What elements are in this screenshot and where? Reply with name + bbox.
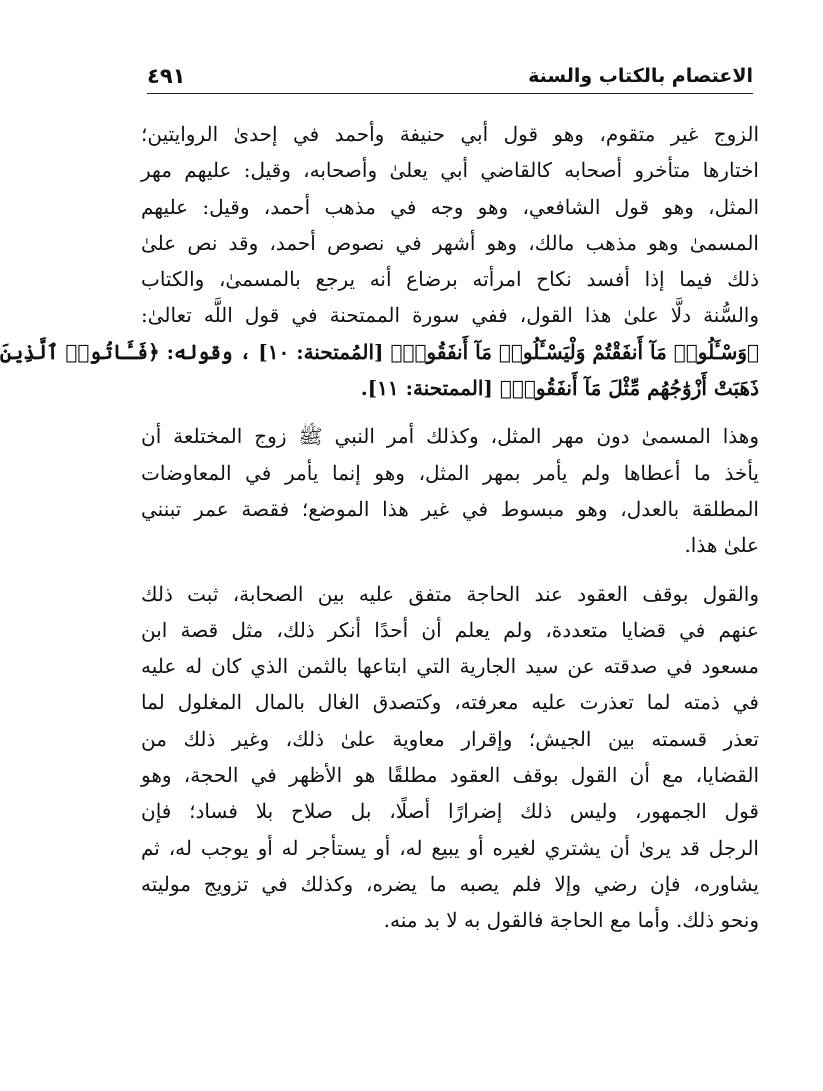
text-line: يأخذ ما أعطاها ولم يأمر بمهر المثل، وهو إنما يأمر في المعاوضات <box>141 460 759 485</box>
paragraph-1 <box>0 116 759 406</box>
text-line: في ذمته لما تعذرت عليه معرفته، وكتصدق الغال بالمال المغلول لما <box>141 690 759 715</box>
text-line: اختارها متأخرو أصحابه كالقاضي أبي يعلىٰ وأصحابه، وقيل: عليهم مهر <box>141 158 759 183</box>
running-header <box>147 58 753 88</box>
quran-verse-line: ﴿وَسْـَٔلُوا۟ مَآ أَنفَقْتُمْ وَلْيَسْـَٔلُوا۟ مَآ أَنفَقُوا۟﴾ [المُمتحنة: ١٠] ، وقوله: ﴿فَـَٔاتُوا۟ ٱلَّذِينَ <box>0 339 759 364</box>
text-line: الرجل قد يرىٰ أن يشتري لغيره أو يبيع له، أو يستأجر له أو يوجب له، ثم <box>141 835 759 860</box>
text-line: ذلك فيما إذا أفسد نكاح امرأته برضاع أنه يرجع بالمسمىٰ، والكتاب <box>141 267 759 292</box>
paragraph-spacer <box>141 406 759 418</box>
text-line: ونحو ذلك. وأما مع الحاجة فالقول به لا بد منه. <box>383 908 759 933</box>
text-line: تعذر قسمته بين الجيش؛ وإقرار معاوية علىٰ ذلك، وغير ذلك من <box>141 726 759 751</box>
text-line: مسعود في صدقته عن سيد الجارية التي ابتاعها بالثمن الذي كان له عليه <box>141 654 759 679</box>
text-line: الزوج غير متقوم، وهو قول أبي حنيفة وأحمد في إحدىٰ الروايتين؛ <box>141 122 759 146</box>
text-line: المطلقة بالعدل، وهو مبسوط في غير هذا الموضع؛ فقصة عمر تبنني <box>141 496 759 521</box>
text-line: المثل، وهو قول الشافعي، وهو وجه في مذهب أحمد، وقيل: عليهم <box>141 194 759 219</box>
text-line: علىٰ هذا. <box>684 533 759 558</box>
text-line: قول الجمهور، وليس ذلك إضرارًا أصلًا، بل صلاح بلا فساد؛ فإن <box>141 799 759 824</box>
text-line: يشاوره، فإن رضي وإلا فلم يصبه ما يضره، وكذلك في تزويج موليته <box>141 871 759 896</box>
text-line: القضايا، مع أن القول بوقف العقود مطلقًا هو الأظهر في الحجة، وهو <box>141 763 759 788</box>
text-line: وهذا المسمىٰ دون مهر المثل، وكذلك أمر النبي ﷺ زوج المختلعة أن <box>141 424 759 449</box>
paragraph-spacer <box>141 564 759 576</box>
running-header-title: الاعتصام بالكتاب والسنة <box>528 65 753 87</box>
text-line: المسمىٰ وهو مذهب مالك، وهو أشهر في نصوص أحمد، وقد نص علىٰ <box>141 230 759 255</box>
text-line: والقول بوقف العقود عند الحاجة متفق عليه بين الصحابة، ثبت ذلك <box>141 581 759 606</box>
quran-verse-line: ذَهَبَتْ أَزْوَٰجُهُم مِّثْلَ مَآ أَنفَقُوا۟﴾ [الممتحنة: ١١]. <box>360 376 759 401</box>
text-line: عنهم في قضايا متعددة، ولم يعلم أن أحدًا أنكر ذلك، مثل قصة ابن <box>141 617 759 642</box>
paragraph-3 <box>141 576 759 939</box>
body-text <box>0 116 759 939</box>
text-line: والسُّنة دلَّا علىٰ هذا القول، ففي سورة الممتحنة في قول اللَّه تعالىٰ: <box>141 303 759 328</box>
header-divider <box>147 93 753 94</box>
paragraph-2 <box>141 418 759 563</box>
page-number: ٤٩١ <box>147 64 186 88</box>
